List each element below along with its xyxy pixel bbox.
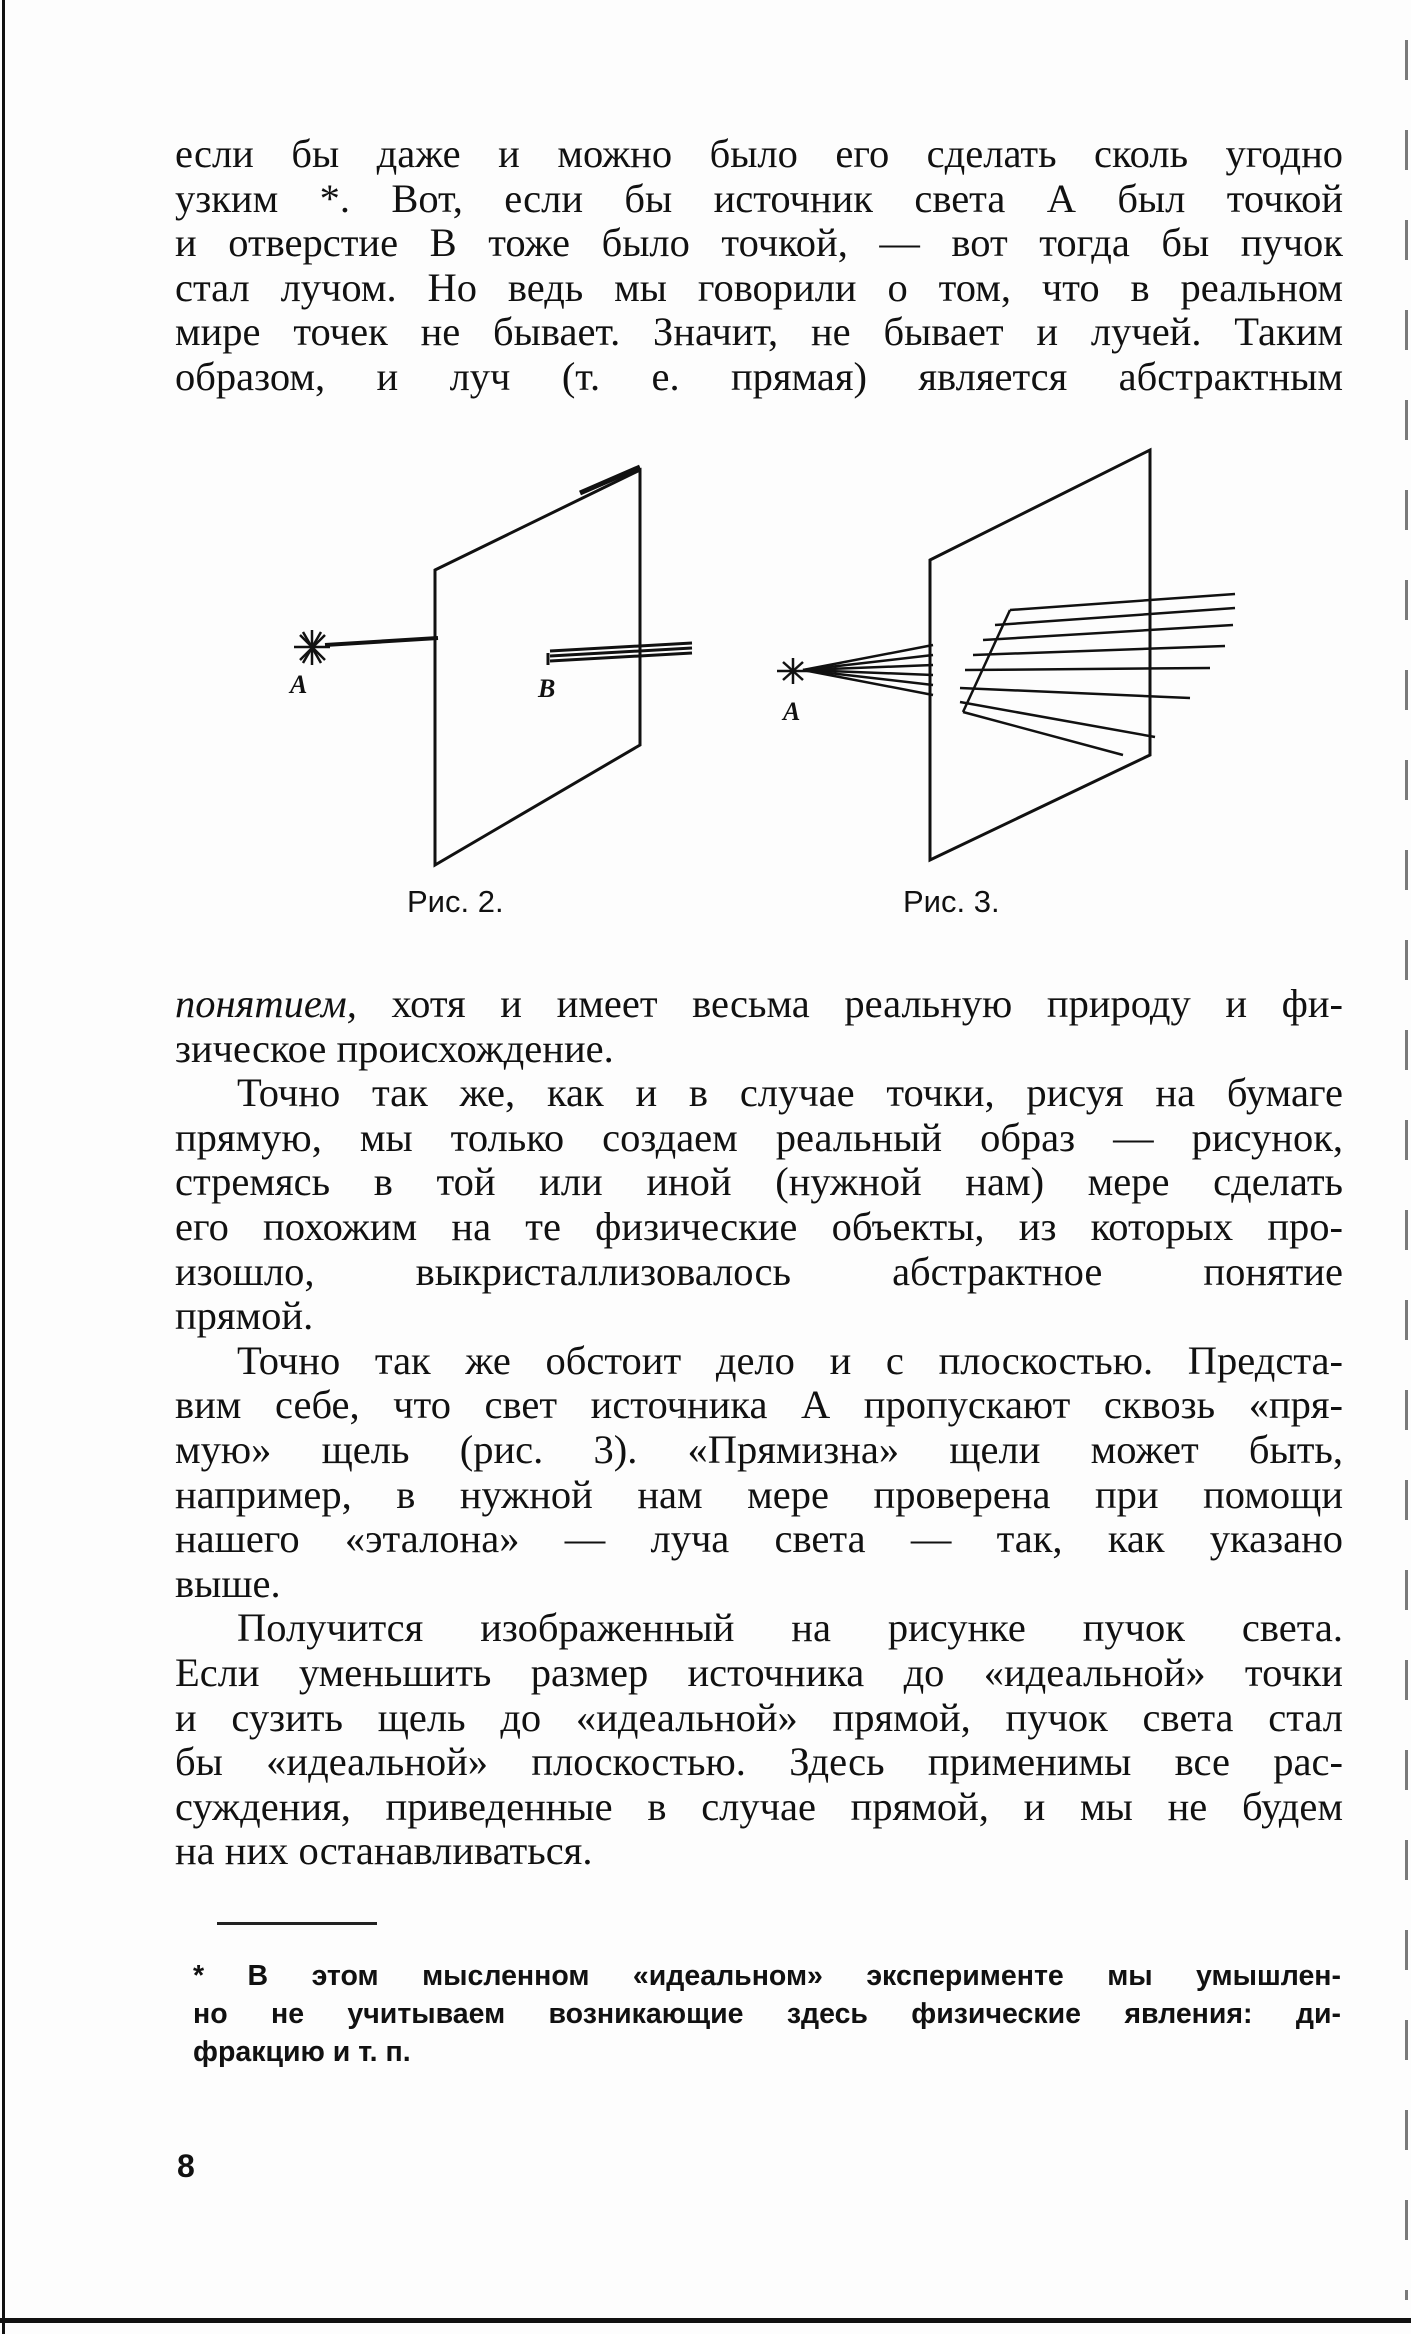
text-line: мире точек не бывает. Значит, не бывает и лучей. Таким	[175, 309, 1343, 355]
page-left-edge	[2, 0, 5, 2334]
text-line: Точно так же обстоит дело и с плоскостью. Предста-	[237, 1337, 1343, 1383]
text-line: стремясь в той или иной (нужной нам) мере сделать	[175, 1159, 1343, 1205]
text-line: и сузить щель до «идеальной» прямой, пучок света стал	[175, 1694, 1343, 1740]
figure-2-diagram	[250, 455, 710, 875]
figure-3-diagram	[755, 440, 1255, 880]
text-line: на них останавливаться.	[175, 1828, 593, 1874]
intro-paragraph	[175, 132, 1343, 400]
fig3-sheet-outgoing	[960, 594, 1235, 755]
fig3-label-source: A	[783, 697, 801, 726]
text-line: вим себе, что свет источника А пропускают сквозь «пря-	[175, 1382, 1343, 1428]
fig2-plate-top-edge	[580, 467, 640, 493]
emphasis-text: понятием,	[175, 981, 357, 1026]
fig3-plate	[930, 450, 1150, 860]
text-line: образом, и луч (т. е. прямая) является абстрактным	[175, 353, 1343, 399]
text-line: Точно так же, как и в случае точки, рисуя на бумаге	[237, 1070, 1343, 1116]
text-run: хотя и имеет весьма реальную природу и фи-	[356, 981, 1343, 1026]
text-line: и отверстие B тоже было точкой, — вот тогда бы пучок	[175, 220, 1343, 266]
text-line: изошло, выкристаллизовалось абстрактное понятие	[175, 1248, 1343, 1294]
text-line: нашего «эталона» — луча света — так, как указано	[175, 1516, 1343, 1562]
fig2-light-source-star	[294, 630, 330, 665]
text-line: Получится изображенный на рисунке пучок света.	[237, 1605, 1343, 1651]
page-bottom-edge	[0, 2318, 1411, 2323]
text-line: узким *. Вот, если бы источник света А был точкой	[175, 175, 1343, 221]
fig2-plate	[435, 470, 640, 865]
paragraph-1	[175, 982, 1343, 1071]
text-line: прямую, мы только создаем реальный образ — рисунок,	[175, 1114, 1343, 1160]
footnote-separator	[217, 1922, 377, 1925]
text-line: выше.	[175, 1560, 281, 1606]
text-line: прямой.	[175, 1293, 314, 1339]
text-line: мую» щель (рис. 3). «Прямизна» щели может быть,	[175, 1426, 1343, 1472]
fig3-fan-incoming	[803, 645, 933, 695]
body-text	[175, 982, 1343, 1874]
footnote-line: фракцию и т. п.	[193, 2036, 411, 2068]
figure-2-caption: Рис. 2.	[407, 884, 504, 919]
text-line: Если уменьшить размер источника до «идеальной» точки	[175, 1649, 1343, 1695]
paragraph-2	[175, 1071, 1343, 1339]
fig2-label-hole: B	[538, 674, 556, 703]
page-number: 8	[177, 2148, 195, 2184]
footnote-line: но не учитываем возникающие здесь физические явления: ди-	[193, 1998, 1341, 2030]
paragraph-3	[175, 1339, 1343, 1607]
footnote-line: * В этом мысленном «идеальном» эксперименте мы умышлен-	[193, 1960, 1341, 1992]
footnote	[193, 1957, 1341, 2071]
text-line: например, в нужной нам мере проверена при помощи	[175, 1471, 1343, 1517]
page-right-edge-marks	[1405, 40, 1408, 2300]
fig2-ray-incoming	[325, 638, 438, 645]
text-line: если бы даже и можно было его сделать сколь угодно	[175, 131, 1343, 176]
figure-3-caption: Рис. 3.	[903, 884, 1000, 919]
fig2-beam-outgoing	[548, 643, 692, 665]
text-line: суждения, приведенные в случае прямой, и мы не будем	[175, 1783, 1343, 1829]
text-line: его похожим на те физические объекты, из которых про-	[175, 1203, 1343, 1249]
paragraph-4	[175, 1606, 1343, 1874]
fig2-label-source: A	[290, 670, 308, 699]
text-line: бы «идеальной» плоскостью. Здесь применимы все рас-	[175, 1739, 1343, 1785]
text-line	[175, 982, 1343, 1027]
text-line: зическое происхождение.	[175, 1025, 614, 1071]
text-line: стал лучом. Но ведь мы говорили о том, что в реальном	[175, 264, 1343, 310]
